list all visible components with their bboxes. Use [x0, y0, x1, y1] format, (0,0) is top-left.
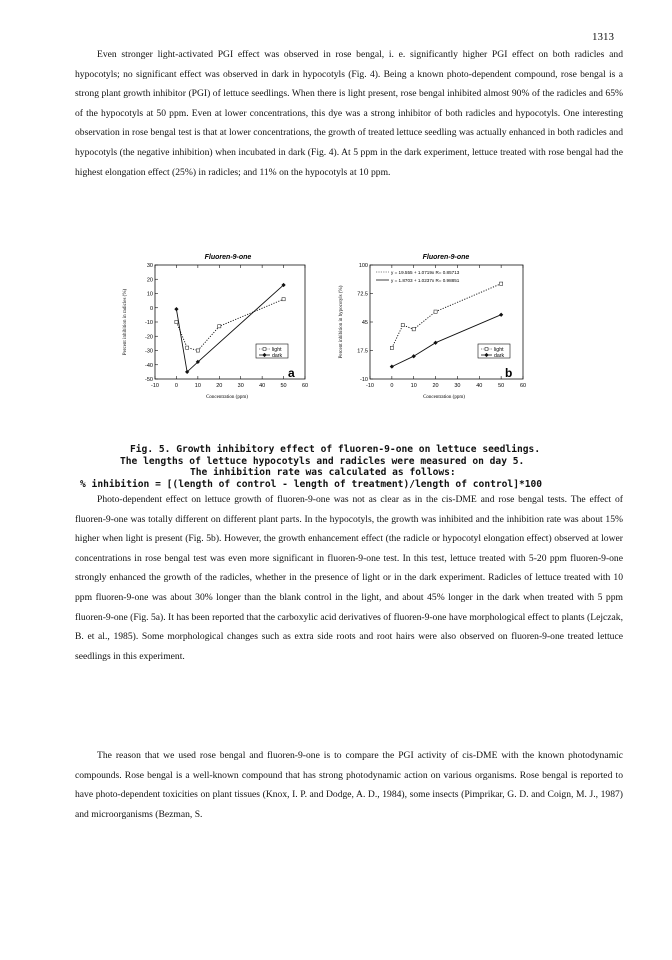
x-tick-label: -10 [151, 383, 159, 389]
y-tick-label: 0 [149, 305, 153, 312]
legend-dark-label-b: dark [494, 353, 505, 359]
y-tick-label: 10 [146, 291, 153, 298]
data-point-light [196, 349, 199, 352]
y-tick-label: -50 [145, 377, 153, 383]
caption-line-4: % inhibition = [(length of control - length of treatment)/length of control]*100 [80, 478, 543, 490]
data-point-dark [433, 341, 437, 345]
x-tick-label: 60 [519, 383, 527, 389]
x-tick-label: 50 [280, 383, 287, 389]
y-tick-label: 45 [361, 320, 368, 326]
caption-line-3: The inhibition rate was calculated as follows: [190, 467, 456, 478]
legend-b [478, 344, 510, 359]
x-tick-label: -10 [366, 383, 374, 389]
y-tick-label: 20 [146, 277, 153, 284]
chart-panel-b [339, 254, 526, 400]
chart-title-a: Fluoren-9-one [204, 254, 252, 261]
x-tick-label: 30 [237, 383, 244, 389]
caption-line-2: The lengths of lettuce hypocotyls and radicles were measured on day 5. [120, 455, 525, 467]
x-tick-label: 10 [410, 383, 417, 389]
x-tick-label: 0 [390, 383, 394, 389]
data-point-dark [174, 307, 178, 311]
legend-light-marker-b [485, 348, 488, 351]
paragraph-1: Even stronger light-activated PGI effect was observed in rose bengal, i. e. significantly higher PGI effect on both radicles and hypocotyls; no significant effect was observed in dark in hypocotyls (Fig. 4). Being a known photo-dependent compound, rose bengal is a strong plant growth inhibitor (PGI) of lettuce seedlings. When there is light present, rose bengal inhibited almost 90% of the radicles and 65% of the hypocotyls at 50 ppm. Even at lower concentrations, this dye was a strong inhibitor of both radicles and hypocotyls. One interesting observation in rose bengal test is that at lower concentrations, the growth of treated lettuce seedling was actually enhanced in both radicles and hypocotyls (the negative inhibition) when incubated in dark (Fig. 4). At 5 ppm in the dark experiment, lettuce treated with rose bengal had the highest elongation effect (25%) in radicles; and 11% on the hypocotyls at 10 ppm. [75, 49, 623, 178]
legend-light-label-b: light [494, 347, 504, 353]
panel-letter-b: b [505, 366, 513, 380]
x-tick-label: 40 [476, 383, 483, 389]
caption-line-1: Fig. 5. Growth inhibitory effect of fluoren-9-one on lettuce seedlings. [130, 444, 541, 455]
paragraph-2: Photo-dependent effect on lettuce growth of fluoren-9-one was not as clear as in the cis-DME and rose bengal tests. The effect of fluoren-9-one was totally different on different plant parts. In the hypocotyls, the growth was inhibited and the inhibition rate was about 15% higher when light is present (Fig. 5b). However, the growth enhancement effect (the radicle or hypocotyl elongation effect) observed at lower concentrations in rose bengal test was even more significant in fluoren-9-one test. In this test, lettuce treated with 5-20 ppm fluoren-9-one strongly enhanced the growth of the radicles, whether in the presence of light or in the dark experiment. Radicles of lettuce treated with 10 ppm fluoren-9-one was about 30% longer than the blank control in the light, and about 45% longer in the dark when treated with 5 ppm fluoren-9-one (Fig. 5a). It has been reported that the carboxylic acid derivatives of fluoren-9-one have morphological effect to plants (Lejczak, B. et al., 1985). Some morphological changes such as extra side roots and root hairs were also observed on fluoren-9-one treated lettuce seedlings in this experiment. [75, 494, 623, 662]
x-tick-label: 10 [194, 383, 201, 389]
y-axis-label-b: Percent inhibition in hypocotyls (%) [339, 285, 344, 359]
chart-panel-a [123, 254, 308, 400]
y-tick-label: -20 [145, 334, 153, 341]
data-point-light [175, 320, 178, 323]
data-point-light [282, 298, 285, 301]
x-tick-label: 30 [454, 383, 461, 389]
series-line-light [176, 299, 283, 350]
y-tick-label: -10 [145, 320, 153, 326]
legend-dark-label-a: dark [272, 353, 283, 359]
x-tick-label: 20 [216, 383, 223, 389]
x-axis-label-a: Concentration (ppm) [206, 395, 248, 400]
y-tick-label: 72.5 [357, 291, 368, 298]
data-point-light [186, 346, 189, 349]
series-line-dark [176, 285, 283, 372]
figure-caption [80, 444, 590, 490]
y-tick-label: -10 [360, 377, 368, 383]
equation-legend-b [376, 270, 460, 283]
x-tick-label: 0 [174, 383, 178, 389]
y-axis-label-a: Percent inhibition in radicles (%) [123, 288, 128, 356]
x-axis-label-b: Concentration (ppm) [423, 395, 465, 400]
x-tick-label: 60 [301, 383, 309, 389]
chart-title-b: Fluoren-9-one [422, 254, 470, 261]
y-tick-label: 30 [146, 263, 153, 269]
data-point-light [218, 325, 221, 328]
data-point-dark [499, 313, 503, 317]
panel-letter-a: a [288, 366, 295, 380]
x-tick-label: 50 [498, 383, 505, 389]
y-tick-label: -40 [145, 362, 153, 369]
page-number: 1313 [592, 31, 614, 43]
legend-light-label-a: light [272, 347, 282, 353]
x-tick-label: 20 [432, 383, 439, 389]
legend-a [256, 344, 288, 359]
legend-light-marker-a [263, 348, 266, 351]
data-point-light [401, 324, 404, 327]
data-point-light [434, 310, 437, 313]
equation-light: y = 19.555 + 1.0719x R= 0.85713 [391, 270, 460, 275]
series-line-dark [392, 315, 501, 367]
equation-dark: y = 1.8703 + 1.0237x R= 0.98851 [391, 278, 460, 283]
y-tick-label: 100 [358, 263, 368, 269]
data-point-light [412, 328, 415, 331]
x-tick-label: 40 [259, 383, 266, 389]
data-point-dark [412, 354, 416, 358]
paragraph-3: The reason that we used rose bengal and fluoren-9-one is to compare the PGI activity of cis-DME with the known photodynamic compounds. Rose bengal is a well-known compound that has strong photodynamic action on various organisms. Rose bengal is reported to have photo-dependent toxicities on plant tissues (Knox, I. P. and Dodge, A. D., 1984), some insects (Pimprikar, G. D. and Coign, M. J., 1987) and microorganisms (Bezman, S. [75, 750, 623, 820]
data-point-light [500, 282, 503, 285]
data-point-dark [390, 364, 394, 368]
y-tick-label: -30 [145, 348, 153, 355]
y-tick-label: 17.5 [357, 348, 368, 355]
data-point-light [390, 346, 393, 349]
